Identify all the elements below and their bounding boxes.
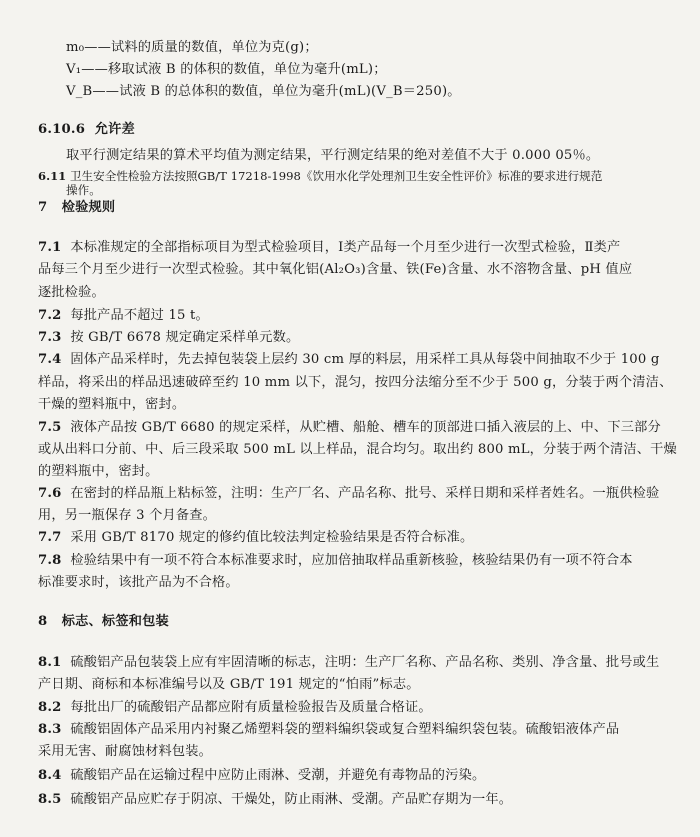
section-number: 6.10.6 <box>38 122 86 137</box>
item-text: 按 GB/T 6678 规定确定采样单元数。 <box>70 330 300 345</box>
item-number: 8.3 <box>38 722 62 737</box>
item-8-5 <box>38 792 512 808</box>
item-text: 检验结果中有一项不符合本标准要求时，应加倍抽取样品重新核验，核验结果仍有一项不符合本 <box>70 553 633 568</box>
item-number: 8.5 <box>38 792 62 807</box>
item-7-8-line1 <box>38 553 633 569</box>
item-text: 本标准规定的全部指标项目为型式检验项目，Ⅰ类产品每一个月至少进行一次型式检验，Ⅱ类产 <box>70 240 621 255</box>
item-number: 8.1 <box>38 655 62 670</box>
item-number: 8.4 <box>38 768 62 783</box>
item-text: 采用 GB/T 8170 规定的修约值比较法判定检验结果是否符合标准。 <box>70 530 474 545</box>
item-8-2 <box>38 700 432 716</box>
definition-symbol: m₀ <box>66 40 85 55</box>
section-title: 检验规则 <box>61 200 116 215</box>
item-8-1-line2: 产日期、商标和本标准编号以及 GB/T 191 规定的“怕雨”标志。 <box>38 677 420 692</box>
section-number: 6.11 <box>38 169 67 183</box>
item-number: 7.1 <box>38 240 62 255</box>
item-text: 硫酸铝产品应贮存于阴凉、干燥处，防止雨淋、受潮。产品贮存期为一年。 <box>70 792 513 807</box>
item-number: 7.7 <box>38 530 62 545</box>
item-text: 硫酸铝产品在运输过程中应防止雨淋、受潮，并避免有毒物品的污染。 <box>70 768 486 783</box>
item-7-3 <box>38 330 299 346</box>
definition-text: ——试液 B 的总体积的数值，单位为毫升(mL)(V_B＝250)。 <box>92 84 461 99</box>
section-6-10-6-body: 取平行测定结果的算术平均值为测定结果，平行测定结果的绝对差值不大于 0.000 05％。 <box>66 148 600 163</box>
definition-m0 <box>66 40 318 56</box>
item-text: 硫酸铝固体产品采用内衬聚乙烯塑料袋的塑料编织袋或复合塑料编织袋包装。硫酸铝液体产品 <box>70 722 620 737</box>
item-7-5-line2: 或从出料口分前、中、后三段采取 500 mL 以上样品，混合均匀。取出约 800 mL，分装于两个清洁、干燥 <box>38 442 677 457</box>
section-7-heading <box>38 200 115 216</box>
item-7-6-line1 <box>38 486 659 502</box>
section-title: 允许差 <box>94 122 135 137</box>
item-8-3-line2: 采用无害、耐腐蚀材料包装。 <box>38 744 213 759</box>
definition-symbol: V_B <box>66 84 93 99</box>
section-6-10-6-heading <box>38 122 135 138</box>
item-7-4-line2: 样品，将采出的样品迅速破碎至约 10 mm 以下，混匀，按四分法缩分至不少于 500 g，分装于两个清洁、 <box>38 375 673 390</box>
item-7-4-line3: 干燥的塑料瓶中，密封。 <box>38 397 186 412</box>
definition-vb <box>66 84 461 100</box>
item-7-5-line3: 的塑料瓶中，密封。 <box>38 464 159 479</box>
item-7-4-line1 <box>38 352 660 368</box>
item-8-3-line1 <box>38 722 619 738</box>
item-text: 每批出厂的硫酸铝产品都应附有质量检验报告及质量合格证。 <box>70 700 432 715</box>
item-7-7 <box>38 530 473 546</box>
item-7-1-line1 <box>38 240 620 256</box>
section-number: 8 <box>38 614 48 629</box>
item-number: 7.5 <box>38 420 62 435</box>
section-8-heading <box>38 614 169 630</box>
item-number: 7.6 <box>38 486 62 501</box>
section-number: 7 <box>38 200 48 215</box>
item-number: 8.2 <box>38 700 62 715</box>
item-8-1-line1 <box>38 655 659 671</box>
definition-symbol: V₁ <box>66 62 82 77</box>
item-number: 7.3 <box>38 330 62 345</box>
definition-v1 <box>66 62 387 78</box>
item-7-2 <box>38 308 209 324</box>
item-7-8-line2: 标准要求时，该批产品为不合格。 <box>38 575 239 590</box>
definition-text: ——移取试液 B 的体积的数值，单位为毫升(mL)； <box>81 62 387 77</box>
item-7-1-line2: 品每三个月至少进行一次型式检验。其中氧化铝(Al₂O₃)含量、铁(Fe)含量、水不溶物含量、pH 值应 <box>38 262 633 277</box>
item-text: 在密封的样品瓶上粘标签，注明：生产厂名、产品名称、批号、采样日期和采样者姓名。一瓶供检验 <box>70 486 660 501</box>
section-text: 卫生安全性检验方法按照GB/T 17218-1998《饮用水化学处理剂卫生安全性评价》标准的要求进行规范 <box>69 169 603 183</box>
item-number: 7.2 <box>38 308 62 323</box>
section-title: 标志、标签和包装 <box>61 614 169 629</box>
section-6-11-line1 <box>38 168 602 184</box>
item-8-4 <box>38 768 485 784</box>
item-7-6-line2: 用，另一瓶保存 3 个月备查。 <box>38 508 217 523</box>
item-number: 7.8 <box>38 553 62 568</box>
item-text: 每批产品不超过 15 t。 <box>70 308 209 323</box>
item-text: 液体产品按 GB/T 6680 的规定采样，从贮槽、船舱、槽车的顶部进口插入液层的上、中、下三部分 <box>70 420 661 435</box>
item-7-5-line1 <box>38 420 661 436</box>
item-7-1-line3: 逐批检验。 <box>38 285 105 300</box>
section-6-11-line2: 操作。 <box>66 183 101 197</box>
item-number: 7.4 <box>38 352 62 367</box>
definition-text: ——试料的质量的数值，单位为克(g)； <box>84 40 318 55</box>
item-text: 固体产品采样时，先去掉包装袋上层约 30 cm 厚的料层，用采样工具从每袋中间抽取不少于 100 g <box>70 352 660 367</box>
item-text: 硫酸铝产品包装袋上应有牢固清晰的标志，注明：生产厂名称、产品名称、类别、净含量、批号或生 <box>70 655 660 670</box>
